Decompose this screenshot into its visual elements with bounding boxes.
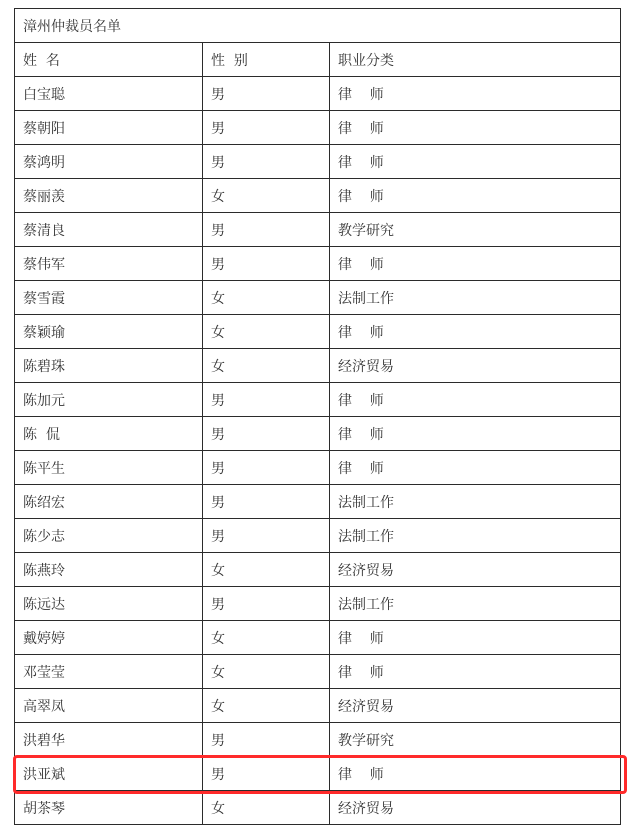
cell-job: 经济贸易 — [330, 689, 621, 723]
table-row — [15, 621, 621, 655]
cell-job: 律 师 — [330, 417, 621, 451]
cell-job: 法制工作 — [330, 519, 621, 553]
cell-name: 高翠凤 — [15, 689, 203, 723]
cell-name: 白宝聪 — [15, 77, 203, 111]
cell-gender: 女 — [203, 315, 330, 349]
cell-gender: 男 — [203, 145, 330, 179]
cell-job: 法制工作 — [330, 587, 621, 621]
cell-job: 经济贸易 — [330, 791, 621, 825]
cell-gender: 男 — [203, 757, 330, 791]
cell-gender: 女 — [203, 655, 330, 689]
cell-job: 律 师 — [330, 383, 621, 417]
table-row — [15, 451, 621, 485]
table-row — [15, 587, 621, 621]
cell-job: 律 师 — [330, 451, 621, 485]
cell-name: 蔡丽羡 — [15, 179, 203, 213]
cell-gender: 男 — [203, 587, 330, 621]
cell-name: 陈绍宏 — [15, 485, 203, 519]
table-row — [15, 349, 621, 383]
header-job: 职业分类 — [330, 43, 621, 77]
cell-name: 邓莹莹 — [15, 655, 203, 689]
cell-job: 教学研究 — [330, 723, 621, 757]
table-row — [15, 689, 621, 723]
cell-gender: 女 — [203, 689, 330, 723]
table-row — [15, 553, 621, 587]
table-row — [15, 655, 621, 689]
cell-gender: 男 — [203, 111, 330, 145]
cell-name: 洪碧华 — [15, 723, 203, 757]
table-row — [15, 111, 621, 145]
cell-gender: 男 — [203, 77, 330, 111]
cell-job: 律 师 — [330, 247, 621, 281]
arbitrator-table — [14, 8, 621, 825]
cell-job: 经济贸易 — [330, 349, 621, 383]
cell-name: 蔡鸿明 — [15, 145, 203, 179]
cell-job: 律 师 — [330, 655, 621, 689]
table-row — [15, 723, 621, 757]
cell-name: 蔡朝阳 — [15, 111, 203, 145]
cell-name: 陈碧珠 — [15, 349, 203, 383]
header-name: 姓 名 — [15, 43, 203, 77]
cell-gender: 男 — [203, 383, 330, 417]
table-row — [15, 77, 621, 111]
cell-name: 蔡雪霞 — [15, 281, 203, 315]
cell-gender: 男 — [203, 485, 330, 519]
cell-gender: 女 — [203, 281, 330, 315]
cell-gender: 男 — [203, 417, 330, 451]
cell-job: 教学研究 — [330, 213, 621, 247]
table-row — [15, 213, 621, 247]
cell-job: 法制工作 — [330, 485, 621, 519]
table-row — [15, 383, 621, 417]
header-gender: 性 别 — [203, 43, 330, 77]
table-row — [15, 247, 621, 281]
cell-name: 陈 侃 — [15, 417, 203, 451]
cell-job: 律 师 — [330, 621, 621, 655]
table-row — [15, 281, 621, 315]
cell-gender: 女 — [203, 349, 330, 383]
table-title: 漳州仲裁员名单 — [15, 9, 621, 43]
table-row — [15, 519, 621, 553]
cell-gender: 女 — [203, 791, 330, 825]
table-row — [15, 417, 621, 451]
cell-gender: 男 — [203, 519, 330, 553]
table-row — [15, 179, 621, 213]
cell-name: 蔡颖瑜 — [15, 315, 203, 349]
cell-name: 胡茶琴 — [15, 791, 203, 825]
table-row — [15, 145, 621, 179]
table-title-row — [15, 9, 621, 43]
table-row — [15, 485, 621, 519]
table-row-highlighted — [15, 757, 621, 791]
cell-job: 律 师 — [330, 145, 621, 179]
cell-name: 戴婷婷 — [15, 621, 203, 655]
cell-gender: 男 — [203, 247, 330, 281]
cell-job: 律 师 — [330, 315, 621, 349]
cell-job: 经济贸易 — [330, 553, 621, 587]
cell-gender: 女 — [203, 179, 330, 213]
cell-job: 律 师 — [330, 179, 621, 213]
table-header-row — [15, 43, 621, 77]
cell-gender: 男 — [203, 213, 330, 247]
cell-job: 法制工作 — [330, 281, 621, 315]
cell-name: 洪亚斌 — [15, 757, 203, 791]
cell-name: 陈平生 — [15, 451, 203, 485]
cell-name: 陈少志 — [15, 519, 203, 553]
cell-name: 陈加元 — [15, 383, 203, 417]
table-row — [15, 791, 621, 825]
cell-gender: 男 — [203, 723, 330, 757]
cell-job: 律 师 — [330, 757, 621, 791]
cell-gender: 女 — [203, 553, 330, 587]
cell-name: 陈燕玲 — [15, 553, 203, 587]
cell-name: 蔡伟军 — [15, 247, 203, 281]
table-row — [15, 315, 621, 349]
cell-job: 律 师 — [330, 111, 621, 145]
cell-gender: 男 — [203, 451, 330, 485]
cell-name: 陈远达 — [15, 587, 203, 621]
cell-gender: 女 — [203, 621, 330, 655]
cell-job: 律 师 — [330, 77, 621, 111]
cell-name: 蔡清良 — [15, 213, 203, 247]
